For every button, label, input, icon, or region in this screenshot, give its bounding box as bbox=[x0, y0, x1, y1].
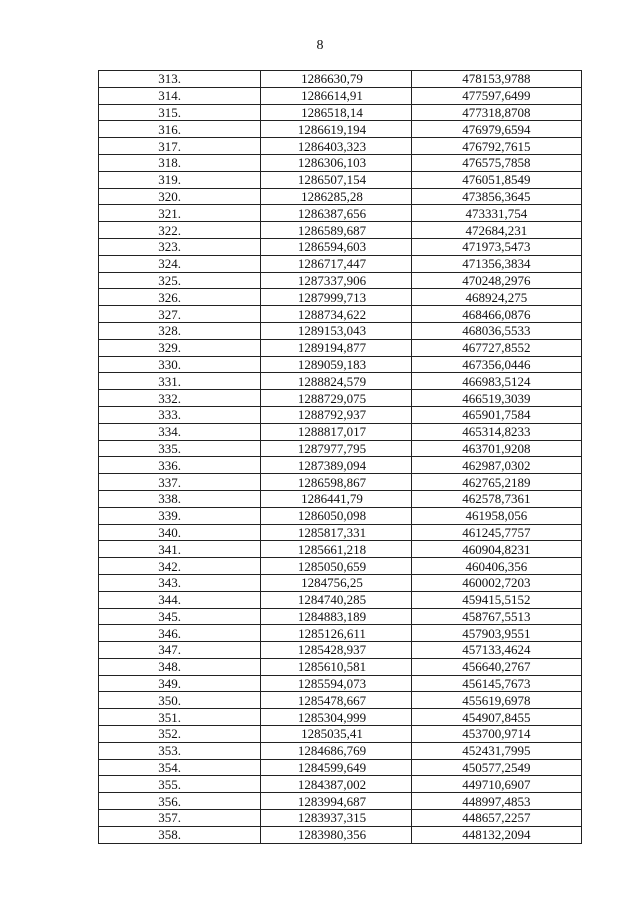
x-coordinate-cell: 1286387,656 bbox=[261, 205, 411, 222]
table-row bbox=[99, 423, 582, 440]
table-row bbox=[99, 71, 582, 88]
y-coordinate-cell: 457903,9551 bbox=[411, 625, 581, 642]
point-number-cell: 326. bbox=[99, 289, 261, 306]
table-row bbox=[99, 524, 582, 541]
y-coordinate-cell: 462578,7361 bbox=[411, 490, 581, 507]
y-coordinate-cell: 465901,7584 bbox=[411, 406, 581, 423]
x-coordinate-cell: 1284686,769 bbox=[261, 742, 411, 759]
table-row bbox=[99, 810, 582, 827]
table-row bbox=[99, 87, 582, 104]
y-coordinate-cell: 456640,2767 bbox=[411, 658, 581, 675]
point-number-cell: 333. bbox=[99, 406, 261, 423]
point-number-cell: 315. bbox=[99, 104, 261, 121]
x-coordinate-cell: 1283937,315 bbox=[261, 810, 411, 827]
table-row bbox=[99, 608, 582, 625]
y-coordinate-cell: 473856,3645 bbox=[411, 188, 581, 205]
x-coordinate-cell: 1286306,103 bbox=[261, 154, 411, 171]
y-coordinate-cell: 460002,7203 bbox=[411, 574, 581, 591]
x-coordinate-cell: 1286598,867 bbox=[261, 474, 411, 491]
y-coordinate-cell: 452431,7995 bbox=[411, 742, 581, 759]
table-row bbox=[99, 490, 582, 507]
table-row bbox=[99, 726, 582, 743]
x-coordinate-cell: 1286614,91 bbox=[261, 87, 411, 104]
table-row bbox=[99, 625, 582, 642]
y-coordinate-cell: 477597,6499 bbox=[411, 87, 581, 104]
table-row bbox=[99, 776, 582, 793]
table-row bbox=[99, 826, 582, 843]
y-coordinate-cell: 449710,6907 bbox=[411, 776, 581, 793]
x-coordinate-cell: 1286589,687 bbox=[261, 222, 411, 239]
point-number-cell: 317. bbox=[99, 138, 261, 155]
y-coordinate-cell: 448132,2094 bbox=[411, 826, 581, 843]
x-coordinate-cell: 1288792,937 bbox=[261, 406, 411, 423]
x-coordinate-cell: 1285050,659 bbox=[261, 558, 411, 575]
point-number-cell: 346. bbox=[99, 625, 261, 642]
x-coordinate-cell: 1287977,795 bbox=[261, 440, 411, 457]
x-coordinate-cell: 1289194,877 bbox=[261, 339, 411, 356]
x-coordinate-cell: 1286403,323 bbox=[261, 138, 411, 155]
y-coordinate-cell: 468924,275 bbox=[411, 289, 581, 306]
y-coordinate-cell: 463701,9208 bbox=[411, 440, 581, 457]
x-coordinate-cell: 1284387,002 bbox=[261, 776, 411, 793]
point-number-cell: 340. bbox=[99, 524, 261, 541]
y-coordinate-cell: 477318,8708 bbox=[411, 104, 581, 121]
x-coordinate-cell: 1288734,622 bbox=[261, 306, 411, 323]
point-number-cell: 351. bbox=[99, 709, 261, 726]
point-number-cell: 343. bbox=[99, 574, 261, 591]
y-coordinate-cell: 476979,6594 bbox=[411, 121, 581, 138]
y-coordinate-cell: 459415,5152 bbox=[411, 591, 581, 608]
x-coordinate-cell: 1286285,28 bbox=[261, 188, 411, 205]
coordinates-table bbox=[98, 70, 582, 844]
y-coordinate-cell: 471973,5473 bbox=[411, 238, 581, 255]
y-coordinate-cell: 462987,0302 bbox=[411, 457, 581, 474]
y-coordinate-cell: 453700,9714 bbox=[411, 726, 581, 743]
y-coordinate-cell: 461958,056 bbox=[411, 507, 581, 524]
point-number-cell: 323. bbox=[99, 238, 261, 255]
table-row bbox=[99, 339, 582, 356]
table-row bbox=[99, 457, 582, 474]
table-row bbox=[99, 238, 582, 255]
table-row bbox=[99, 658, 582, 675]
point-number-cell: 331. bbox=[99, 373, 261, 390]
y-coordinate-cell: 448657,2257 bbox=[411, 810, 581, 827]
point-number-cell: 341. bbox=[99, 541, 261, 558]
point-number-cell: 356. bbox=[99, 793, 261, 810]
point-number-cell: 334. bbox=[99, 423, 261, 440]
table-row bbox=[99, 474, 582, 491]
x-coordinate-cell: 1283980,356 bbox=[261, 826, 411, 843]
x-coordinate-cell: 1284740,285 bbox=[261, 591, 411, 608]
table-row bbox=[99, 692, 582, 709]
x-coordinate-cell: 1287999,713 bbox=[261, 289, 411, 306]
point-number-cell: 354. bbox=[99, 759, 261, 776]
y-coordinate-cell: 476051,8549 bbox=[411, 171, 581, 188]
y-coordinate-cell: 476792,7615 bbox=[411, 138, 581, 155]
x-coordinate-cell: 1288729,075 bbox=[261, 390, 411, 407]
table-row bbox=[99, 541, 582, 558]
table-row bbox=[99, 138, 582, 155]
table-row bbox=[99, 406, 582, 423]
point-number-cell: 337. bbox=[99, 474, 261, 491]
point-number-cell: 342. bbox=[99, 558, 261, 575]
x-coordinate-cell: 1287389,094 bbox=[261, 457, 411, 474]
table-row bbox=[99, 272, 582, 289]
table-row bbox=[99, 507, 582, 524]
table-row bbox=[99, 306, 582, 323]
x-coordinate-cell: 1288824,579 bbox=[261, 373, 411, 390]
point-number-cell: 358. bbox=[99, 826, 261, 843]
table-row bbox=[99, 171, 582, 188]
table-row bbox=[99, 222, 582, 239]
table-row bbox=[99, 742, 582, 759]
table-row bbox=[99, 591, 582, 608]
y-coordinate-cell: 456145,7673 bbox=[411, 675, 581, 692]
y-coordinate-cell: 467356,0446 bbox=[411, 356, 581, 373]
x-coordinate-cell: 1286518,14 bbox=[261, 104, 411, 121]
point-number-cell: 339. bbox=[99, 507, 261, 524]
x-coordinate-cell: 1285661,218 bbox=[261, 541, 411, 558]
x-coordinate-cell: 1285035,41 bbox=[261, 726, 411, 743]
x-coordinate-cell: 1285126,611 bbox=[261, 625, 411, 642]
x-coordinate-cell: 1284883,189 bbox=[261, 608, 411, 625]
point-number-cell: 329. bbox=[99, 339, 261, 356]
table-row bbox=[99, 440, 582, 457]
table-row bbox=[99, 255, 582, 272]
y-coordinate-cell: 466983,5124 bbox=[411, 373, 581, 390]
y-coordinate-cell: 461245,7757 bbox=[411, 524, 581, 541]
table-row bbox=[99, 188, 582, 205]
table-row bbox=[99, 642, 582, 659]
point-number-cell: 324. bbox=[99, 255, 261, 272]
point-number-cell: 321. bbox=[99, 205, 261, 222]
point-number-cell: 352. bbox=[99, 726, 261, 743]
table-row bbox=[99, 205, 582, 222]
x-coordinate-cell: 1285817,331 bbox=[261, 524, 411, 541]
y-coordinate-cell: 455619,6978 bbox=[411, 692, 581, 709]
y-coordinate-cell: 473331,754 bbox=[411, 205, 581, 222]
point-number-cell: 353. bbox=[99, 742, 261, 759]
point-number-cell: 338. bbox=[99, 490, 261, 507]
y-coordinate-cell: 468466,0876 bbox=[411, 306, 581, 323]
x-coordinate-cell: 1289059,183 bbox=[261, 356, 411, 373]
table-row bbox=[99, 558, 582, 575]
point-number-cell: 325. bbox=[99, 272, 261, 289]
x-coordinate-cell: 1289153,043 bbox=[261, 322, 411, 339]
page-number: 8 bbox=[316, 38, 324, 53]
table-row bbox=[99, 793, 582, 810]
point-number-cell: 355. bbox=[99, 776, 261, 793]
y-coordinate-cell: 460406,356 bbox=[411, 558, 581, 575]
x-coordinate-cell: 1283994,687 bbox=[261, 793, 411, 810]
x-coordinate-cell: 1284599,649 bbox=[261, 759, 411, 776]
point-number-cell: 350. bbox=[99, 692, 261, 709]
point-number-cell: 335. bbox=[99, 440, 261, 457]
y-coordinate-cell: 466519,3039 bbox=[411, 390, 581, 407]
table-row bbox=[99, 104, 582, 121]
point-number-cell: 319. bbox=[99, 171, 261, 188]
x-coordinate-cell: 1286050,098 bbox=[261, 507, 411, 524]
y-coordinate-cell: 468036,5533 bbox=[411, 322, 581, 339]
x-coordinate-cell: 1285478,667 bbox=[261, 692, 411, 709]
point-number-cell: 347. bbox=[99, 642, 261, 659]
table-row bbox=[99, 373, 582, 390]
table-row bbox=[99, 574, 582, 591]
x-coordinate-cell: 1286630,79 bbox=[261, 71, 411, 88]
y-coordinate-cell: 476575,7858 bbox=[411, 154, 581, 171]
x-coordinate-cell: 1286594,603 bbox=[261, 238, 411, 255]
y-coordinate-cell: 472684,231 bbox=[411, 222, 581, 239]
point-number-cell: 322. bbox=[99, 222, 261, 239]
x-coordinate-cell: 1286717,447 bbox=[261, 255, 411, 272]
x-coordinate-cell: 1286507,154 bbox=[261, 171, 411, 188]
table-row bbox=[99, 759, 582, 776]
point-number-cell: 320. bbox=[99, 188, 261, 205]
point-number-cell: 336. bbox=[99, 457, 261, 474]
y-coordinate-cell: 457133,4624 bbox=[411, 642, 581, 659]
point-number-cell: 314. bbox=[99, 87, 261, 104]
y-coordinate-cell: 460904,8231 bbox=[411, 541, 581, 558]
x-coordinate-cell: 1287337,906 bbox=[261, 272, 411, 289]
point-number-cell: 328. bbox=[99, 322, 261, 339]
x-coordinate-cell: 1284756,25 bbox=[261, 574, 411, 591]
y-coordinate-cell: 462765,2189 bbox=[411, 474, 581, 491]
y-coordinate-cell: 471356,3834 bbox=[411, 255, 581, 272]
table-row bbox=[99, 154, 582, 171]
y-coordinate-cell: 458767,5513 bbox=[411, 608, 581, 625]
table-row bbox=[99, 675, 582, 692]
table-row bbox=[99, 289, 582, 306]
point-number-cell: 316. bbox=[99, 121, 261, 138]
x-coordinate-cell: 1288817,017 bbox=[261, 423, 411, 440]
x-coordinate-cell: 1285594,073 bbox=[261, 675, 411, 692]
table-row bbox=[99, 390, 582, 407]
point-number-cell: 349. bbox=[99, 675, 261, 692]
y-coordinate-cell: 470248,2976 bbox=[411, 272, 581, 289]
x-coordinate-cell: 1286441,79 bbox=[261, 490, 411, 507]
y-coordinate-cell: 450577,2549 bbox=[411, 759, 581, 776]
y-coordinate-cell: 454907,8455 bbox=[411, 709, 581, 726]
point-number-cell: 330. bbox=[99, 356, 261, 373]
point-number-cell: 357. bbox=[99, 810, 261, 827]
y-coordinate-cell: 467727,8552 bbox=[411, 339, 581, 356]
y-coordinate-cell: 478153,9788 bbox=[411, 71, 581, 88]
point-number-cell: 332. bbox=[99, 390, 261, 407]
point-number-cell: 313. bbox=[99, 71, 261, 88]
x-coordinate-cell: 1285304,999 bbox=[261, 709, 411, 726]
x-coordinate-cell: 1285610,581 bbox=[261, 658, 411, 675]
coordinates-table-body bbox=[99, 71, 582, 844]
table-row bbox=[99, 356, 582, 373]
y-coordinate-cell: 465314,8233 bbox=[411, 423, 581, 440]
point-number-cell: 348. bbox=[99, 658, 261, 675]
table-row bbox=[99, 121, 582, 138]
table-row bbox=[99, 322, 582, 339]
x-coordinate-cell: 1286619,194 bbox=[261, 121, 411, 138]
point-number-cell: 327. bbox=[99, 306, 261, 323]
point-number-cell: 345. bbox=[99, 608, 261, 625]
point-number-cell: 344. bbox=[99, 591, 261, 608]
table-row bbox=[99, 709, 582, 726]
x-coordinate-cell: 1285428,937 bbox=[261, 642, 411, 659]
point-number-cell: 318. bbox=[99, 154, 261, 171]
y-coordinate-cell: 448997,4853 bbox=[411, 793, 581, 810]
